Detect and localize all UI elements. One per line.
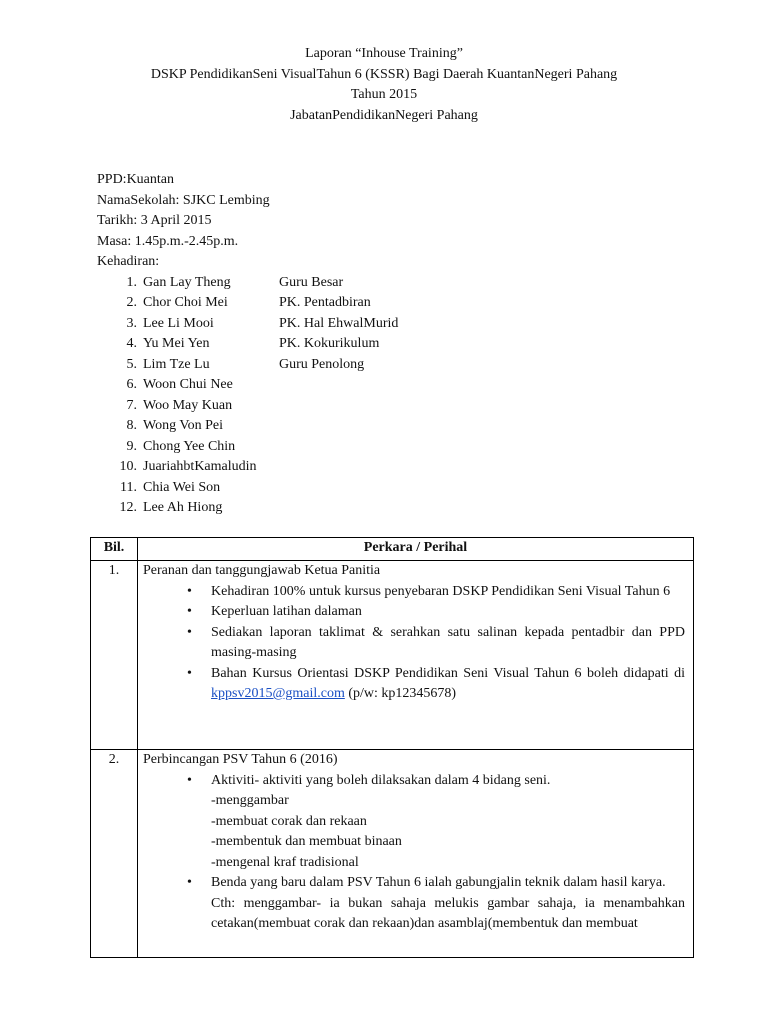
attendee-role: PK. Hal EhwalMurid [279, 315, 399, 331]
bullet-text: Bahan Kursus Orientasi DSKP Pendidikan Seni Visual Tahun 6 boleh didapati di [211, 665, 685, 681]
list-item [97, 355, 365, 376]
row-number: 1. [108, 563, 120, 578]
attendee-name: Wong Von Pei [143, 418, 224, 433]
list-item [97, 293, 371, 314]
list-item [97, 457, 270, 478]
attendee-number: 5. [126, 356, 137, 372]
attendee-name: JuariahbtKamaludin [143, 459, 257, 474]
attendee-number: 3. [126, 315, 137, 331]
attendee-number: 11. [120, 479, 137, 495]
attendee-role: Guru Penolong [279, 356, 365, 372]
row-heading: Perbincangan PSV Tahun 6 (2016) [143, 752, 338, 767]
attendee-number: 9. [126, 438, 137, 454]
list-item [97, 498, 270, 519]
sub-item: -membuat corak dan rekaan [211, 813, 367, 829]
bullet-item: • Kehadiran 100% untuk kursus penyebaran DSKP Pendidikan Seni Visual Tahun 6 [143, 582, 685, 603]
attendee-name: Yu Mei Yen [143, 336, 210, 351]
list-item [97, 416, 270, 437]
time-line: Masa: 1.45p.m.-2.45p.m. [97, 233, 239, 249]
attendee-name: Gan Lay Theng [143, 274, 231, 290]
row-content [143, 561, 685, 705]
header-perkara: Perkara / Perihal [363, 540, 468, 555]
attendee-number: 8. [126, 418, 137, 433]
attendee-name: Lee Ah Hiong [143, 500, 223, 515]
attendee-name: Woon Chui Nee [143, 377, 233, 392]
header-bil: Bil. [103, 540, 125, 555]
attendee-name: Lim Tze Lu [143, 356, 210, 372]
attendee-role: PK. Kokurikulum [279, 336, 380, 351]
school-line: NamaSekolah: SJKC Lembing [97, 192, 270, 208]
row-heading: Peranan dan tanggungjawab Ketua Panitia [143, 563, 381, 578]
attendee-role: PK. Pentadbiran [279, 295, 371, 310]
sub-item: -menggambar [211, 793, 289, 808]
list-item [97, 478, 270, 499]
report-subtitle: DSKP PendidikanSeni VisualTahun 6 (KSSR) Bagi Daerah KuantanNegeri Pahang [150, 66, 618, 82]
attendee-number: 1. [126, 274, 137, 290]
list-item [97, 334, 380, 355]
bullet-item: • Sediakan laporan taklimat & serahkan satu salinan kepada pentadbir dan PPD masing-masing [143, 623, 685, 664]
list-item [97, 396, 270, 417]
list-item [97, 273, 344, 294]
example-paragraph: Cth: menggambar- ia bukan sahaja melukis gambar sahaja, ia menambahkan cetakan(membuat corak dan rekaan)dan asamblaj(membentuk dan membuat [211, 895, 685, 931]
list-item [97, 437, 270, 458]
bullet-item [143, 664, 685, 705]
row-content [143, 750, 685, 935]
attendee-name: Chor Choi Mei [143, 295, 228, 310]
bullet-item: • Keperluan latihan dalaman [143, 602, 685, 623]
email-link[interactable]: kppsv2015@gmail.com [211, 686, 345, 701]
attendee-name: Chong Yee Chin [143, 438, 236, 454]
list-item [97, 375, 270, 396]
attendee-number: 12. [119, 500, 137, 515]
report-year: Tahun 2015 [350, 87, 418, 102]
attendee-number: 6. [126, 377, 137, 392]
attendee-role: Guru Besar [279, 274, 344, 290]
report-title-block [0, 44, 768, 126]
row-number: 2. [108, 752, 120, 767]
bullet-item: • Aktiviti- aktiviti yang boleh dilaksakan dalam 4 bidang seni. [143, 771, 685, 792]
ppd-line: PPD:Kuantan [97, 172, 174, 187]
report-department: JabatanPendidikanNegeri Pahang [290, 107, 478, 123]
bullet-text: (p/w: kp12345678) [344, 686, 457, 701]
bullet-item: • Benda yang baru dalam PSV Tahun 6 ialah gabungjalin teknik dalam hasil karya. [143, 873, 685, 894]
date-line: Tarikh: 3 April 2015 [97, 213, 212, 228]
column-divider [137, 538, 138, 957]
attendee-list [97, 273, 399, 519]
info-block [97, 170, 399, 519]
attendee-number: 2. [126, 295, 137, 310]
attendee-name: Lee Li Mooi [143, 315, 214, 331]
sub-item: -mengenal kraf tradisional [211, 854, 359, 870]
minutes-table [90, 537, 694, 958]
attendee-number: 4. [126, 336, 137, 351]
sub-item: -membentuk dan membuat binaan [211, 834, 402, 849]
list-item [97, 314, 399, 335]
attendance-label: Kehadiran: [97, 254, 160, 269]
attendee-number: 10. [119, 459, 137, 474]
attendee-number: 7. [126, 397, 137, 413]
attendee-name: Woo May Kuan [143, 397, 233, 413]
report-title: Laporan “Inhouse Training” [305, 46, 463, 61]
attendee-name: Chia Wei Son [143, 479, 221, 495]
